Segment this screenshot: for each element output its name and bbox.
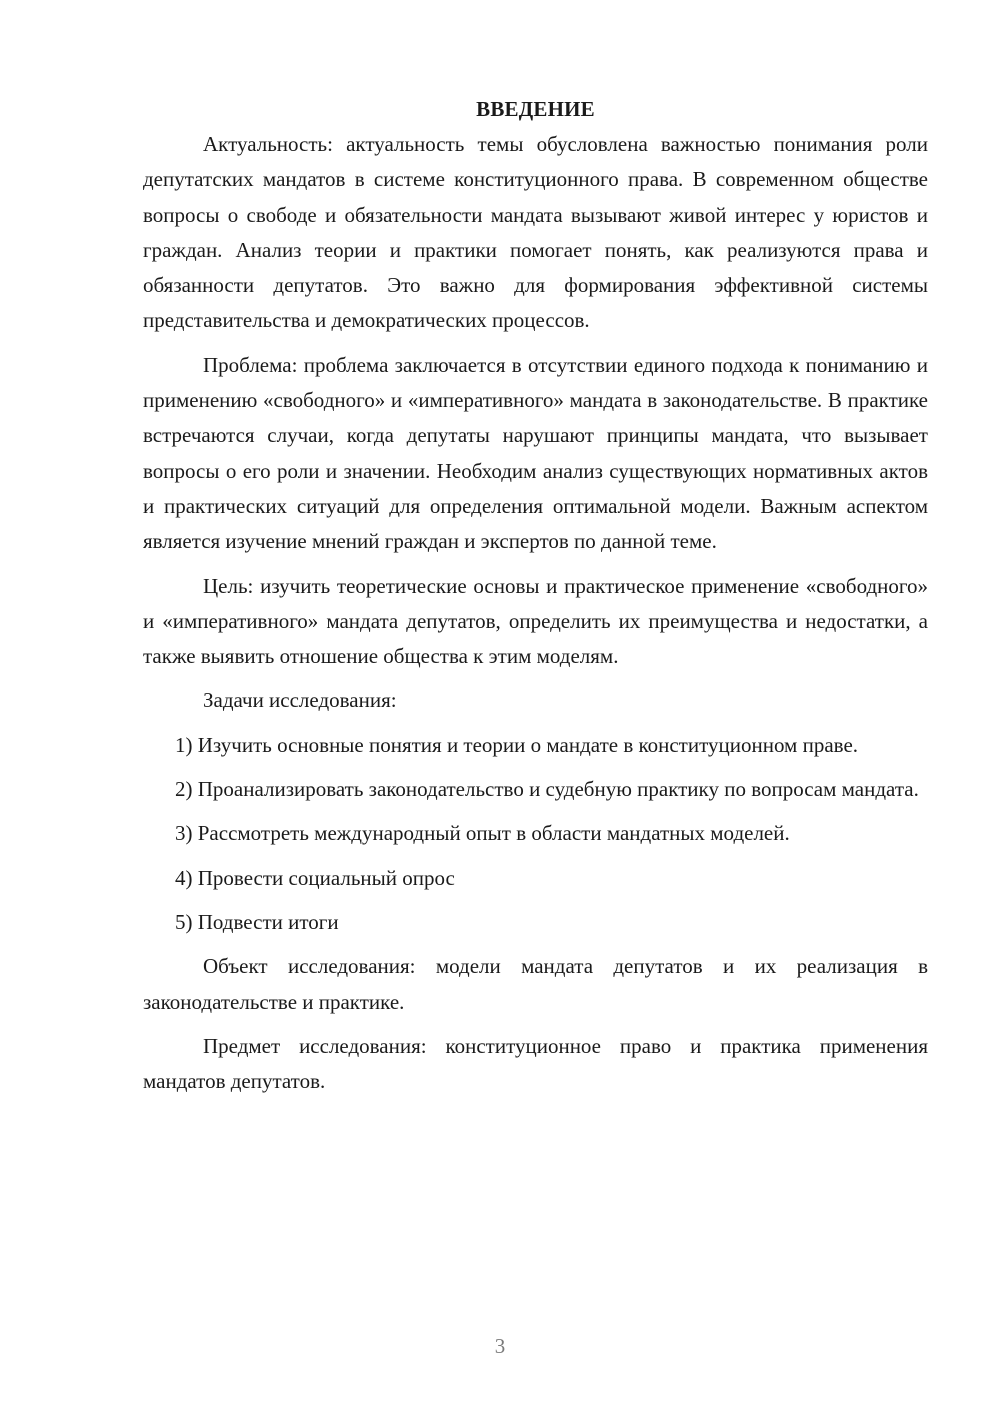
page-content bbox=[143, 92, 928, 1099]
subject-paragraph: Предмет исследования: конституционное право и практика применения мандатов депутатов. bbox=[143, 1033, 928, 1094]
page-number: 3 bbox=[494, 1334, 506, 1358]
problem-paragraph: Проблема: проблема заключается в отсутствии единого подхода к пониманию и применению «свободного» и «императивного» мандата в законодательстве. В практике встречаются случаи, когда депутаты нарушают принципы мандата, что вызывает вопросы о его роли и значении. Необходим анализ существующих нормативных актов и практических ситуаций для определения оптимальной модели. Важным аспектом является изучение мнений граждан и экспертов по данной теме. bbox=[143, 352, 928, 554]
object-paragraph: Объект исследования: модели мандата депутатов и их реализация в законодательстве и практике. bbox=[143, 954, 928, 1014]
goal-paragraph: Цель: изучить теоретические основы и практическое применение «свободного» и «императивного» мандата депутатов, определить их преимущества и недостатки, а также выявить отношение общества к этим моделям. bbox=[143, 573, 928, 669]
task-item: 5) Подвести итоги bbox=[175, 909, 339, 934]
page-title: ВВЕДЕНИЕ bbox=[476, 97, 595, 121]
task-item: 4) Провести социальный опрос bbox=[175, 865, 455, 890]
tasks-heading: Задачи исследования: bbox=[203, 688, 397, 713]
relevance-paragraph: Актуальность: актуальность темы обусловлена важностью понимания роли депутатских мандатов в системе конституционного права. В современном обществе вопросы о свободе и обязательности мандата вызывают живой интерес у юристов и граждан. Анализ теории и практики помогает понять, как реализуются права и обязанности депутатов. Это важно для формирования эффективной системы представительства и демократических процессов. bbox=[143, 132, 928, 333]
task-item: 1) Изучить основные понятия и теории о мандате в конституционном праве. bbox=[175, 732, 859, 757]
task-item: 3) Рассмотреть международный опыт в области мандатных моделей. bbox=[175, 821, 790, 846]
task-item: 2) Проанализировать законодательство и судебную практику по вопросам мандата. bbox=[175, 777, 919, 802]
